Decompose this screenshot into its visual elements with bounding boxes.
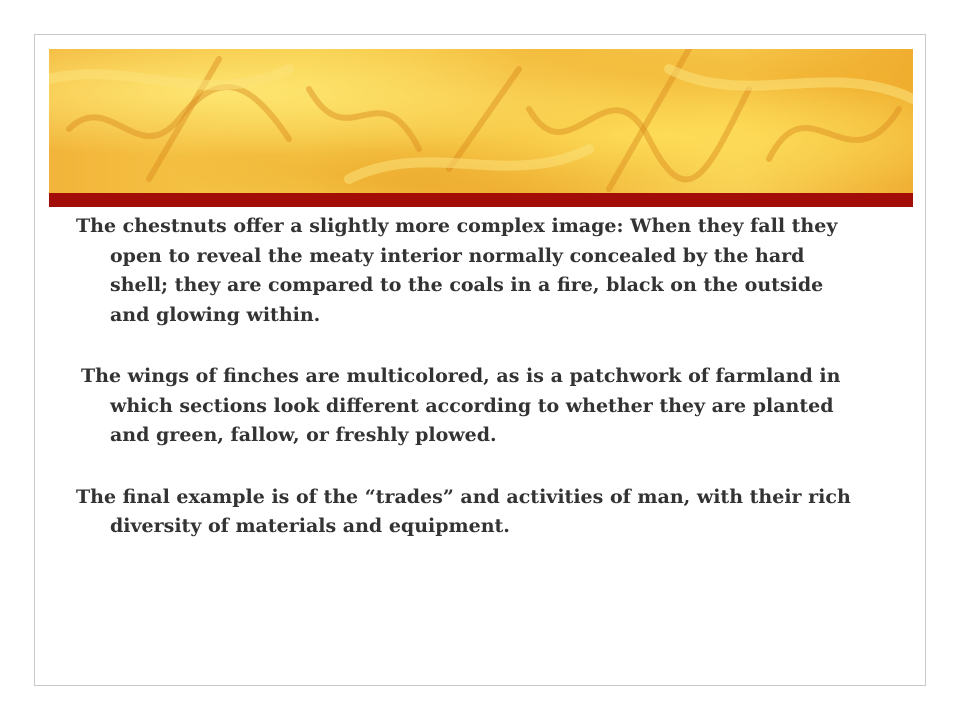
paragraph-chestnuts: The chestnuts offer a slightly more complex image: When they fall they open to reveal the meaty interior normally concealed by the hard shell; they are compared to the coals in a fire, black on the outside and glowing within. [76,215,838,326]
paragraph-finches: The wings of finches are multicolored, as is a patchwork of farmland in which sections look different according to whether they are planted and green, fallow, or freshly plowed. [81,365,841,446]
banner-texture [49,49,913,193]
decorative-banner [49,49,913,193]
body-text [76,212,856,574]
paragraph-trades: The final example is of the “trades” and activities of man, with their rich diversity of materials and equipment. [76,485,851,537]
accent-bar [49,193,913,207]
